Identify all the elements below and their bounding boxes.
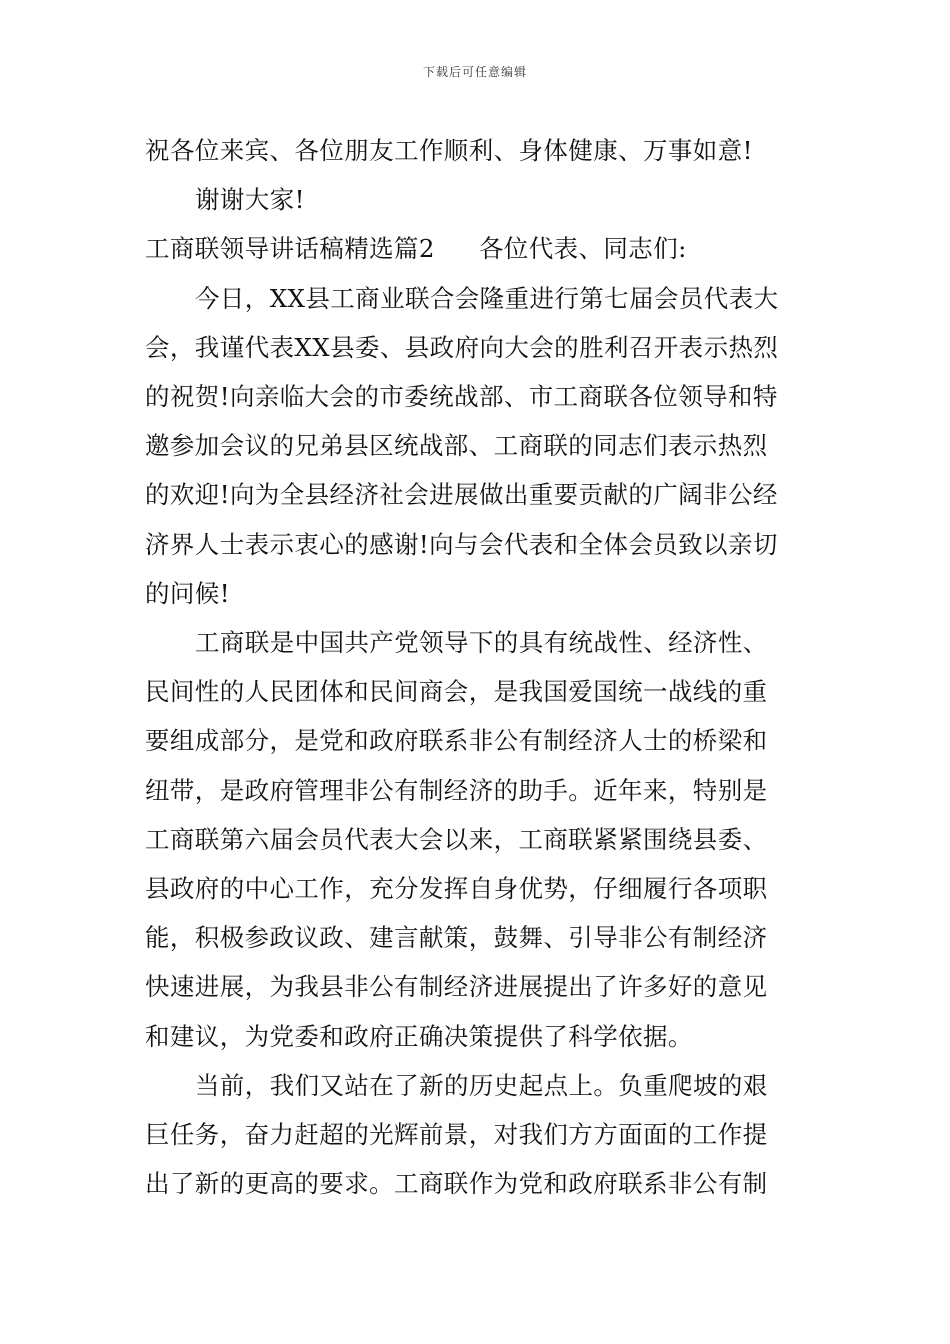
paragraph-line: 的问候! (145, 578, 230, 608)
paragraph-line: 县政府的中心工作，充分发挥自身优势，仔细履行各项职 (145, 874, 768, 904)
paragraph-3 (145, 1061, 807, 1209)
paragraph-line: 巨任务，奋力赶超的光辉前景，对我们方方面面的工作提 (145, 1120, 768, 1150)
closing-line (145, 126, 807, 175)
paragraph-2 (145, 618, 807, 1061)
page-header-note: 下载后可任意编辑 (422, 65, 527, 79)
closing-line-text: 祝各位来宾、各位朋友工作顺利、身体健康、万事如意! (145, 136, 753, 165)
paragraph-line: 的欢迎!向为全县经济社会进展做出重要贡献的广阔非公经 (145, 480, 778, 510)
paragraph-line: 工商联是中国共产党领导下的具有统战性、经济性、 (195, 628, 768, 658)
paragraph-line: 纽带，是政府管理非公有制经济的助手。近年来，特别是 (145, 775, 768, 805)
paragraph-line: 和建议，为党委和政府正确决策提供了科学依据。 (145, 1021, 693, 1051)
paragraph-line: 快速进展，为我县非公有制经济进展提出了许多好的意见 (145, 972, 768, 1002)
paragraph-line: 要组成部分，是党和政府联系非公有制经济人士的桥梁和 (145, 726, 768, 756)
paragraph-line: 的祝贺!向亲临大会的市委统战部、市工商联各位领导和特 (145, 382, 778, 412)
paragraph-line: 今日，XX县工商业联合会隆重进行第七届会员代表大 (195, 283, 779, 313)
paragraph-line: 会，我谨代表XX县委、县政府向大会的胜利召开表示热烈 (145, 332, 779, 362)
section-title: 工商联领导讲话稿精选篇2 (145, 234, 435, 264)
thanks-line (145, 175, 807, 224)
paragraph-line: 邀参加会议的兄弟县区统战部、工商联的同志们表示热烈 (145, 431, 768, 461)
paragraph-line: 济界人士表示衷心的感谢!向与会代表和全体会员致以亲切 (145, 529, 778, 559)
paragraph-line: 民间性的人民团体和民间商会，是我国爱国统一战线的重 (145, 677, 768, 707)
paragraph-line: 能，积极参政议政、建言献策，鼓舞、引导非公有制经济 (145, 923, 768, 953)
paragraph-1 (145, 274, 807, 618)
paragraph-line: 出了新的更高的要求。工商联作为党和政府联系非公有制 (145, 1169, 768, 1199)
paragraph-line: 工商联第六届会员代表大会以来，工商联紧紧围绕县委、 (145, 824, 768, 854)
thanks-line-text: 谢谢大家! (195, 185, 305, 215)
section-heading-row (145, 224, 807, 273)
paragraph-line: 当前，我们又站在了新的历史起点上。负重爬坡的艰 (195, 1070, 768, 1100)
section-heading-line (145, 224, 807, 273)
document-body (145, 126, 807, 1208)
salutation: 各位代表、同志们: (478, 234, 687, 264)
